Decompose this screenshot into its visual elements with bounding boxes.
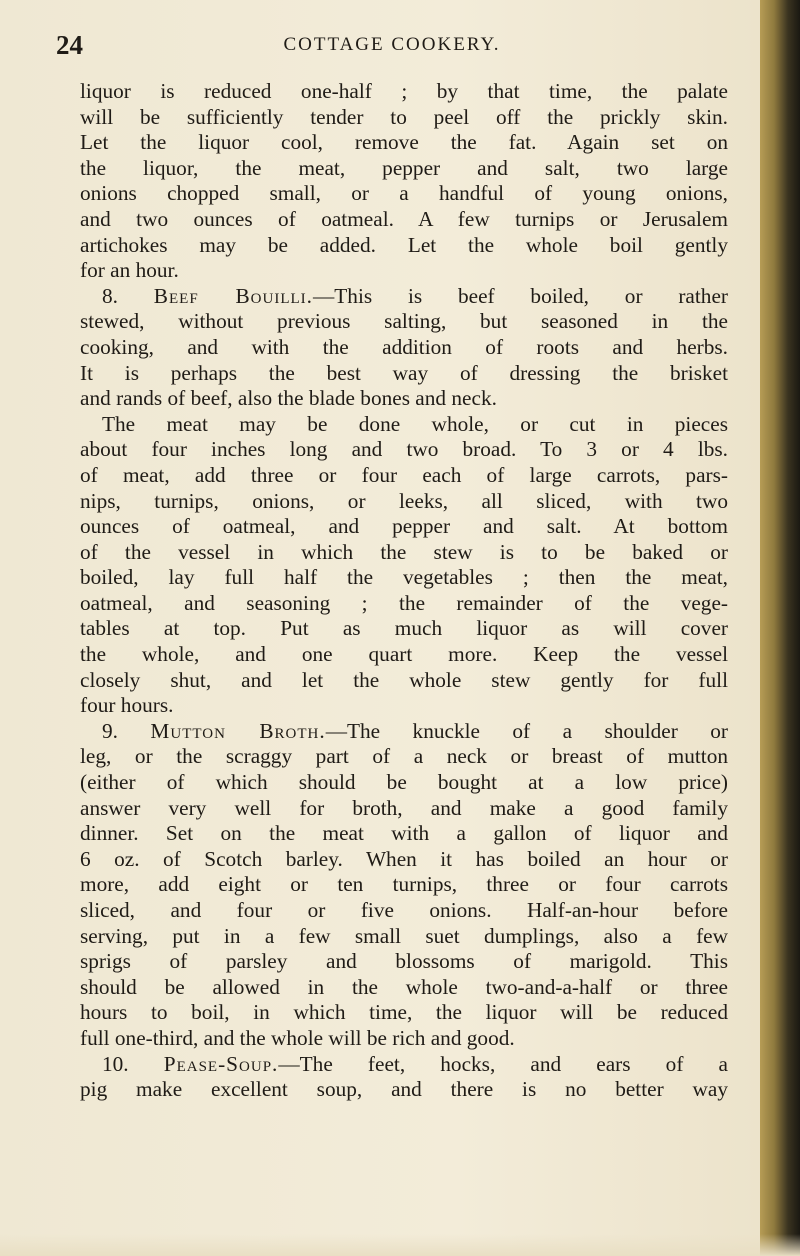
text-line: four hours. [80,693,174,718]
text-line: 6 oz. of Scotch barley. When it has boiled an hour or [80,846,728,871]
text-line: leg, or the scraggy part of a neck or breast of mutton [80,744,728,769]
text-line: for an hour. [80,258,179,283]
recipe-title: Mutton Broth. [150,718,326,743]
text-line: pig make excellent soup, and there is no better way [80,1077,728,1102]
text-fragment: —This is beef boiled, or rather [313,283,728,308]
text-line: of the vessel in which the stew is to be baked or [80,539,728,564]
page-header [56,30,728,62]
page-edge-shadow [760,0,800,1256]
page-bottom-fade [0,1234,800,1256]
text-line: boiled, lay full half the vegetables ; then the meat, [80,565,728,590]
recipe-number: 9. [102,718,118,743]
text-line: full one-third, and the whole will be rich and good. [80,1025,515,1050]
recipe-heading-line [80,1052,728,1078]
text-line: It is perhaps the best way of dressing the brisket [80,360,728,385]
text-line: The meat may be done whole, or cut in pieces [102,411,728,436]
text-line: of meat, add three or four each of large carrots, pars- [80,462,728,487]
body-text [80,79,728,1103]
text-line: oatmeal, and seasoning ; the remainder of the vege- [80,590,728,615]
text-line: the whole, and one quart more. Keep the vessel [80,642,728,667]
recipe-title: Pease-Soup. [163,1051,279,1076]
text-line: onions chopped small, or a handful of young onions, [80,181,728,206]
text-line: sliced, and four or five onions. Half-an-hour before [80,898,728,922]
text-line: closely shut, and let the whole stew gently for full [80,667,728,692]
text-line: Let the liquor cool, remove the fat. Again set on [80,130,728,155]
recipe-title: Beef Bouilli. [153,283,313,308]
text-line: the liquor, the meat, pepper and salt, two large [80,155,728,180]
text-line: answer very well for broth, and make a good family [80,795,728,820]
text-line: tables at top. Put as much liquor as will cover [80,616,728,641]
text-line: hours to boil, in which time, the liquor will be reduced [80,1000,728,1025]
text-line: about four inches long and two broad. To 3 or 4 lbs. [80,437,728,462]
text-line: and rands of beef, also the blade bones and neck. [80,386,497,411]
text-line: cooking, and with the addition of roots and herbs. [80,334,728,359]
text-fragment: —The knuckle of a shoulder or [325,718,728,743]
text-line: ounces of oatmeal, and pepper and salt. At bottom [80,514,728,539]
text-line: artichokes may be added. Let the whole boil gently [80,232,728,257]
recipe-heading-line [80,719,728,745]
text-line: dinner. Set on the meat with a gallon of liquor and [80,821,728,846]
recipe-number: 8. [102,283,118,308]
text-line: nips, turnips, onions, or leeks, all sliced, with two [80,488,728,513]
recipe-number: 10. [102,1051,129,1076]
text-line: (either of which should be bought at a low price) [80,770,728,795]
recipe-heading-line [80,284,728,310]
text-line: stewed, without previous salting, but seasoned in the [80,309,728,334]
running-head: COTTAGE COOKERY. [283,34,501,55]
text-line: sprigs of parsley and blossoms of marigold. This [80,949,728,974]
text-line: and two ounces of oatmeal. A few turnips or Jerusalem [80,206,728,231]
text-line: more, add eight or ten turnips, three or four carrots [80,872,728,897]
page-number: 24 [56,30,83,60]
text-line: should be allowed in the whole two-and-a-half or three [80,974,728,999]
text-fragment: —The feet, hocks, and ears of a [278,1051,728,1076]
text-line: serving, put in a few small suet dumplings, also a few [80,923,728,948]
text-line: liquor is reduced one-half ; by that time, the palate [80,79,728,103]
text-line: will be sufficiently tender to peel off the prickly skin. [80,104,728,129]
